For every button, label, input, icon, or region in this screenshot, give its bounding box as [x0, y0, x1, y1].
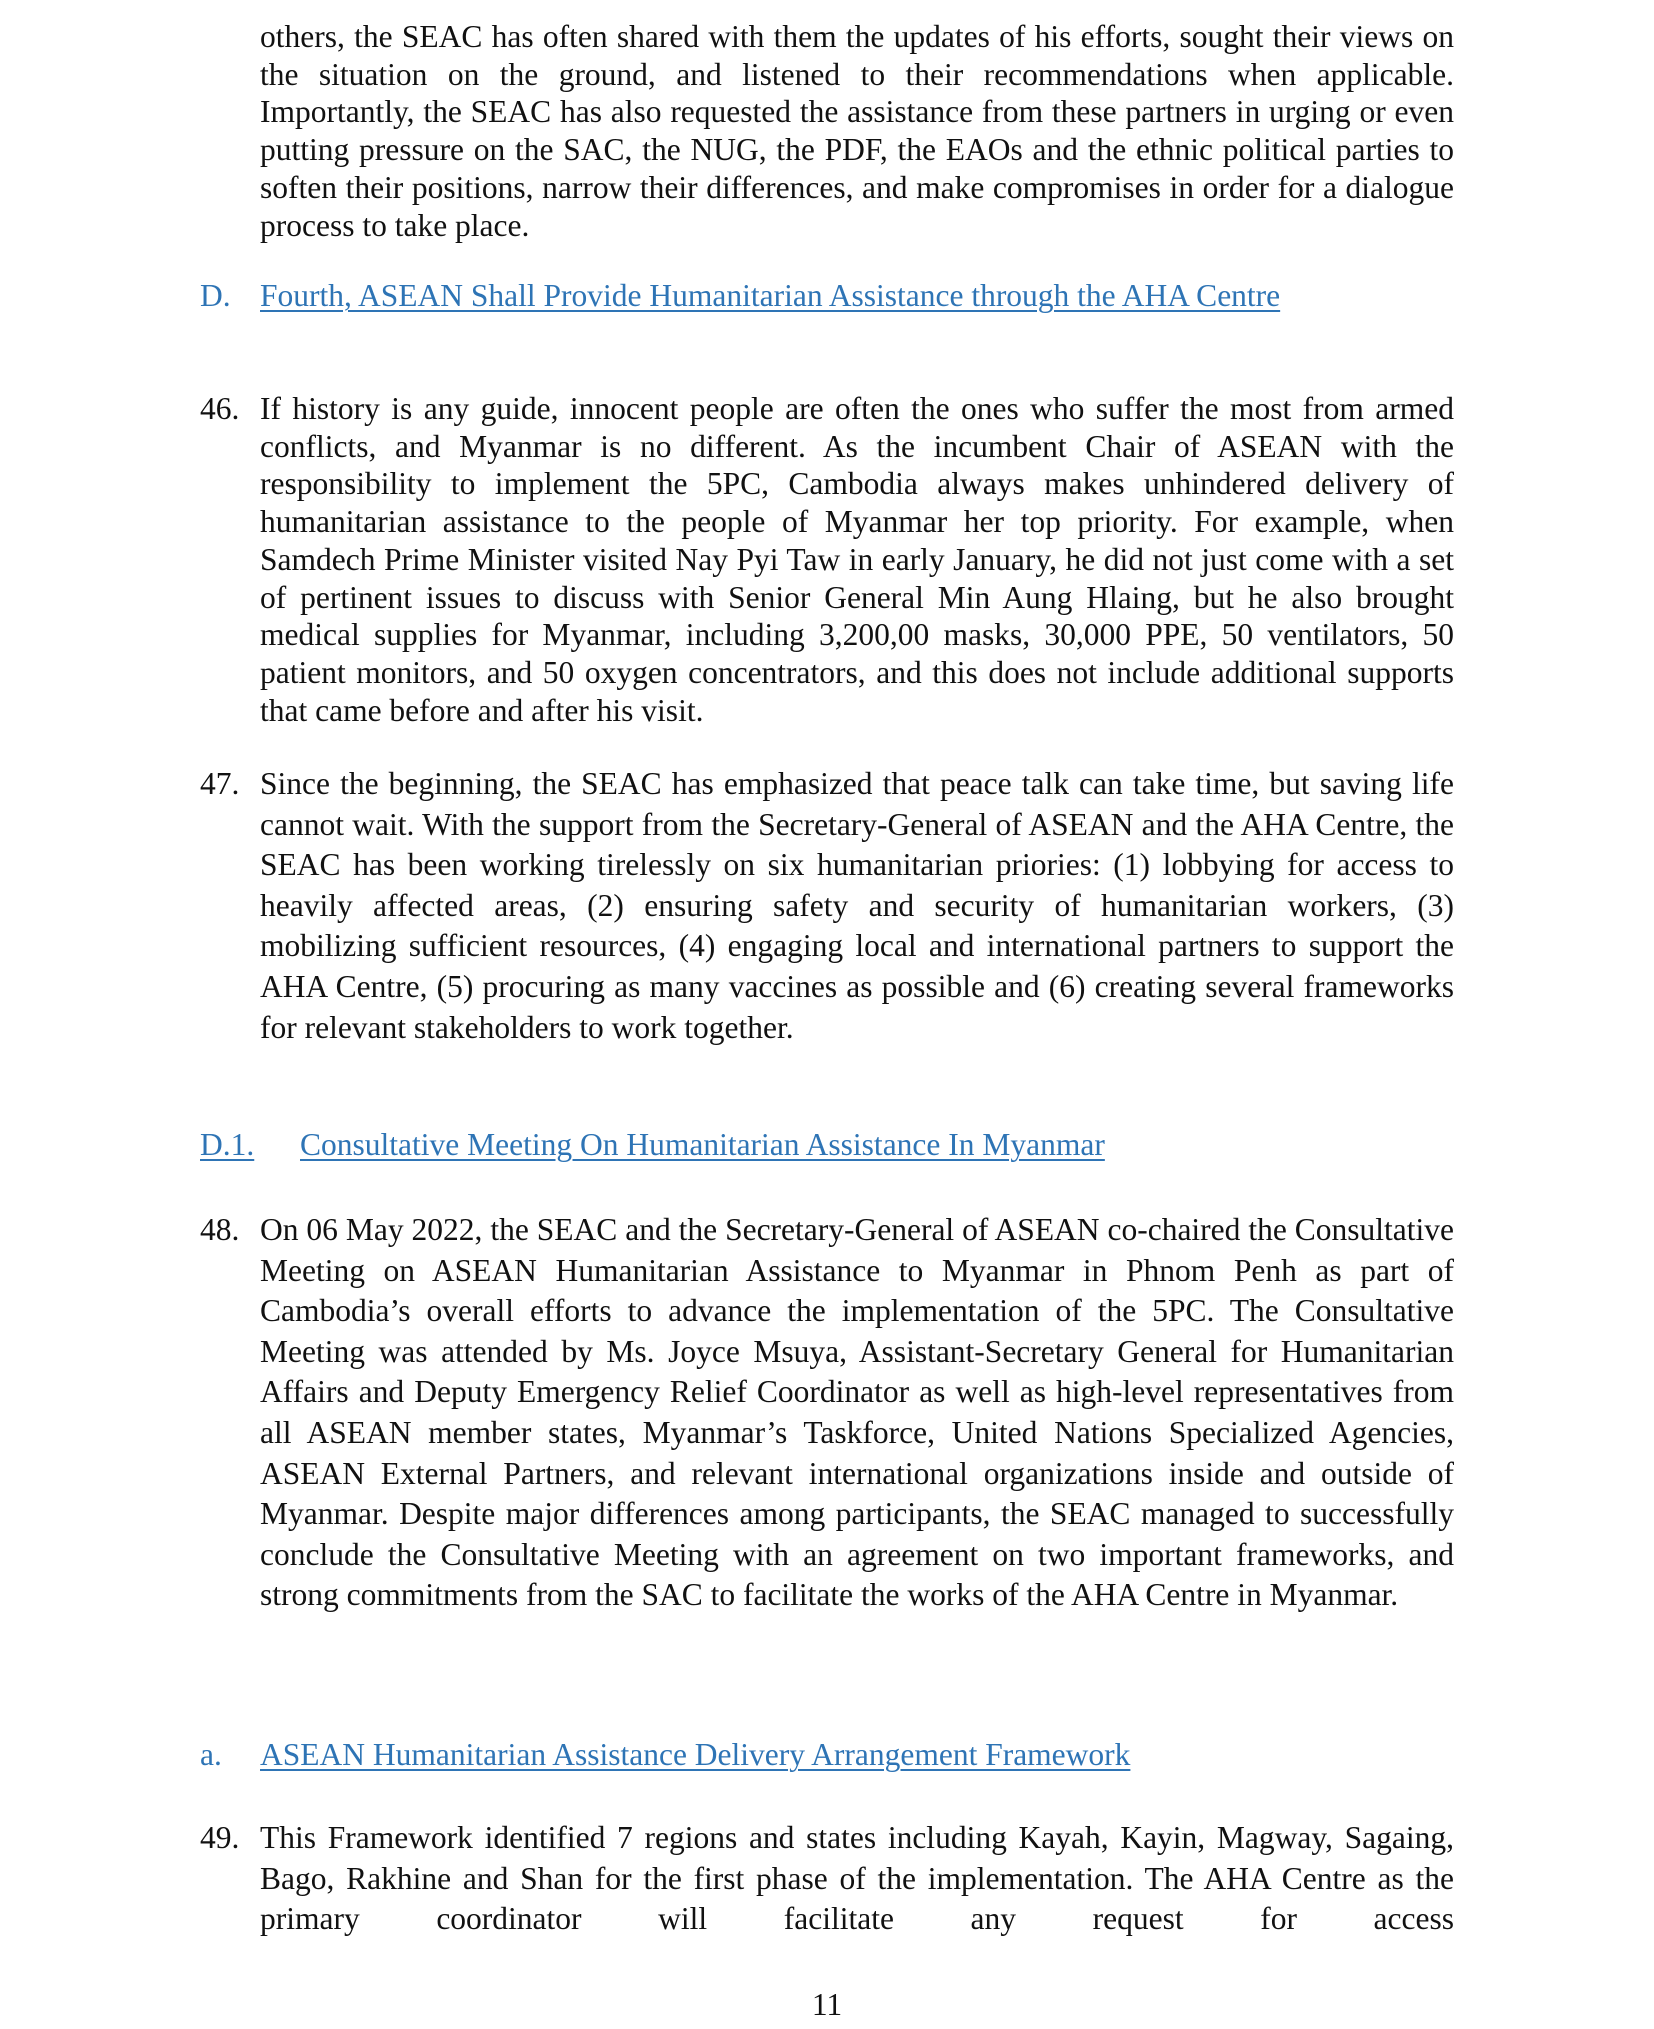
- section-title: ASEAN Humanitarian Assistance Delivery Arrangement Framework: [260, 1737, 1131, 1772]
- section-label: D.1.: [200, 1127, 255, 1162]
- paragraph-47: Since the beginning, the SEAC has emphasized that peace talk can take time, but saving life cannot wait. With the support from the Secretary-General of ASEAN and the AHA Centre, the SEAC has been working tirelessly on six humanitarian priories: (1) lobbying for access to heavily affected areas, (2) ensuring safety and security of humanitarian workers, (3) mobilizing sufficient resources, (4) engaging local and international partners to support the AHA Centre, (5) procuring as many vaccines as possible and (6) creating several frameworks for relevant stakeholders to work together.: [260, 766, 1454, 1045]
- section-title: Fourth, ASEAN Shall Provide Humanitarian Assistance through the AHA Centre: [260, 278, 1281, 313]
- section-label: D.: [200, 278, 231, 313]
- paragraph-48: On 06 May 2022, the SEAC and the Secretary-General of ASEAN co-chaired the Consultative Meeting on ASEAN Humanitarian Assistance to Myanmar in Phnom Penh as part of Cambodia’s overall efforts to advance the implementation of the 5PC. The Consultative Meeting was attended by Ms. Joyce Msuya, Assistant-Secretary General for Humanitarian Affairs and Deputy Emergency Relief Coordinator as well as high-level representatives from all ASEAN member states, Myanmar’s Taskforce, United Nations Specialized Agencies, ASEAN External Partners, and relevant international organizations inside and outside of Myanmar. Despite major differences among participants, the SEAC managed to successfully conclude the Consultative Meeting with an agreement on two important frameworks, and strong commitments from the SAC to facilitate the works of the AHA Centre in Myanmar.: [260, 1212, 1454, 1613]
- paragraph-49: This Framework identified 7 regions and states including Kayah, Kayin, Magway, Sagaing, Bago, Rakhine and Shan for the first phase of the implementation. The AHA Centre as the primary coordinator will facilitate any request for access: [260, 1820, 1454, 1937]
- paragraph-46: If history is any guide, innocent people are often the ones who suffer the most from armed conflicts, and Myanmar is no different. As the incumbent Chair of ASEAN with the responsibility to implement the 5PC, Cambodia always makes unhindered delivery of humanitarian assistance to the people of Myanmar her top priority. For example, when Samdech Prime Minister visited Nay Pyi Taw in early January, he did not just come with a set of pertinent issues to discuss with Senior General Min Aung Hlaing, but he also brought medical supplies for Myanmar, including 3,200,00 masks, 30,000 PPE, 50 ventilators, 50 patient monitors, and 50 oxygen concentrators, and this does not include additional supports that came before and after his visit.: [260, 391, 1454, 728]
- paragraph-number: 49.: [200, 1820, 240, 1855]
- section-label: a.: [200, 1737, 222, 1772]
- paragraph-number: 47.: [200, 766, 240, 801]
- paragraph-number: 46.: [200, 391, 240, 426]
- paragraph-continuation: others, the SEAC has often shared with them the updates of his efforts, sought their views on the situation on the ground, and listened to their recommendations when applicable. Importantly, the SEAC has also requested the assistance from these partners in urging or even putting pressure on the SAC, the NUG, the PDF, the EAOs and the ethnic political parties to soften their positions, narrow their differences, and make compromises in order for a dialogue process to take place.: [260, 19, 1454, 243]
- section-heading-a: [200, 1736, 1454, 1776]
- section-heading-d: [200, 277, 1454, 357]
- page-number: 11: [811, 1987, 843, 2022]
- section-title: Consultative Meeting On Humanitarian Assistance In Myanmar: [300, 1127, 1105, 1162]
- paragraph-number: 48.: [200, 1212, 240, 1247]
- section-heading-d1: [200, 1126, 1454, 1166]
